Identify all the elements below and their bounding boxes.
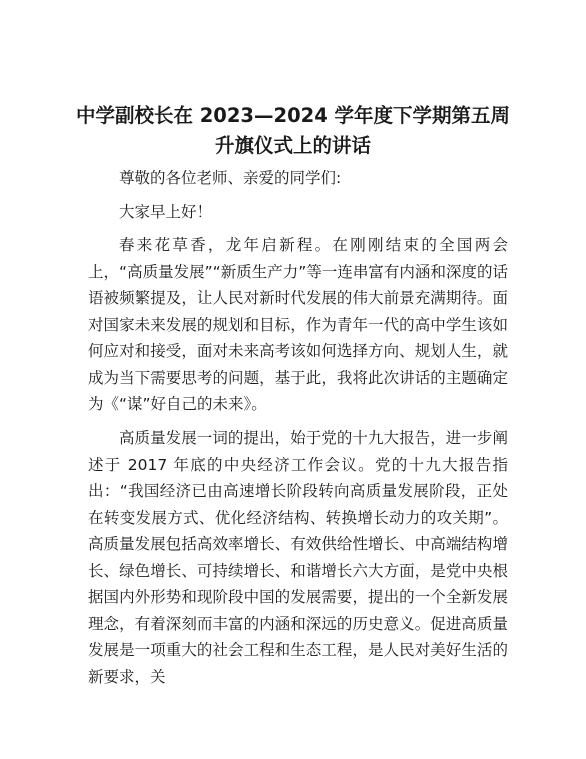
document-title-line-1: 中学副校长在 2023—2024 学年度下学期第五周 bbox=[75, 104, 511, 127]
body-paragraph-1: 春来花草香，龙年启新程。在刚刚结束的全国两会上，“高质量发展”“新质生产力”等一连串富有内涵和深度的话语被频繁提及，让人民对新时代发展的伟大前景充满期待。面对国家未来发展的规划和目标，作为青年一代的高中学生该如何应对和接受，面对未来高考该如何选择方向、规划人生，就成为当下需要思考的问题，基于此，我将此次讲话的主题确定为《“谋”好自己的未来》。 bbox=[88, 236, 508, 413]
greeting: 大家早上好！ bbox=[119, 203, 213, 221]
document-title-line-2: 升旗仪式上的讲话 bbox=[214, 134, 371, 157]
salutation: 尊敬的各位老师、亲爱的同学们: bbox=[119, 169, 342, 187]
body-paragraph-2: 高质量发展一词的提出，始于党的十九大报告，进一步阐述于 2017 年底的中央经济工作会议。党的十九大报告指出：“我国经济已由高速增长阶段转向高质量发展阶段，正处在转变发展方式、优化经济结构、转换增长动力的攻关期”。高质量发展包括高效率增长、有效供给性增长、中高端结构增长、绿色增长、可持续增长、和谐增长六大方面，是党中央根据国内外形势和现阶段中国的发展需要，提出的一个全新发展理念，有着深刻而丰富的内涵和深远的历史意义。促进高质量发展是一项重大的社会工程和生态工程，是人民对美好生活的新要求，关 bbox=[88, 429, 508, 686]
